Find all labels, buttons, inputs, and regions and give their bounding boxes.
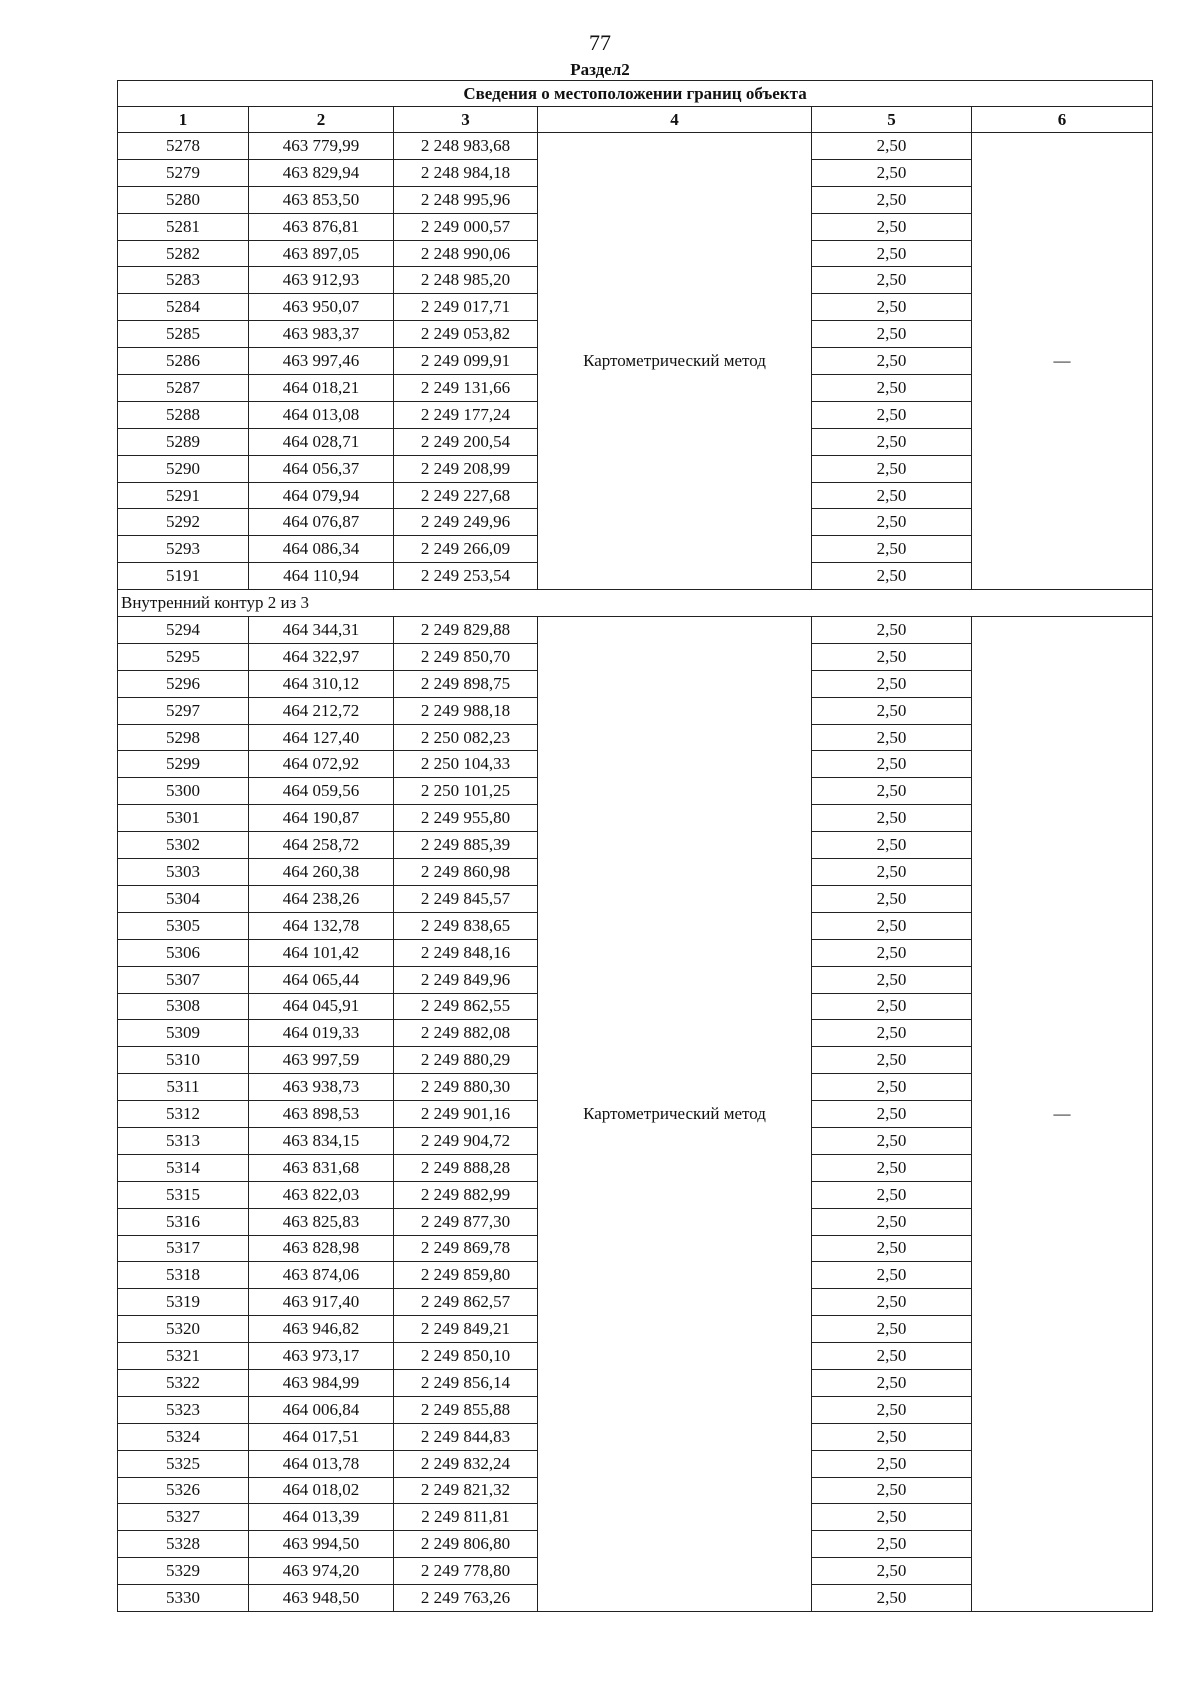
table-row: [118, 133, 1153, 160]
accuracy-cell: 2,50: [812, 1127, 972, 1154]
accuracy-cell: 2,50: [812, 1423, 972, 1450]
x-coordinate-cell: 464 258,72: [249, 832, 394, 859]
column-number: 2: [249, 107, 394, 133]
x-coordinate-cell: 463 938,73: [249, 1074, 394, 1101]
point-number-cell: 5327: [118, 1504, 249, 1531]
x-coordinate-cell: 464 212,72: [249, 697, 394, 724]
point-number-cell: 5297: [118, 697, 249, 724]
point-number-cell: 5324: [118, 1423, 249, 1450]
accuracy-cell: 2,50: [812, 1504, 972, 1531]
x-coordinate-cell: 464 013,39: [249, 1504, 394, 1531]
table-row: [118, 617, 1153, 644]
accuracy-cell: 2,50: [812, 1531, 972, 1558]
column-6-dash-cell: —: [972, 617, 1153, 1612]
x-coordinate-cell: 464 190,87: [249, 805, 394, 832]
x-coordinate-cell: 464 260,38: [249, 859, 394, 886]
y-coordinate-cell: 2 249 856,14: [394, 1369, 538, 1396]
x-coordinate-cell: 463 950,07: [249, 294, 394, 321]
x-coordinate-cell: 463 983,37: [249, 321, 394, 348]
accuracy-cell: 2,50: [812, 1316, 972, 1343]
x-coordinate-cell: 463 917,40: [249, 1289, 394, 1316]
x-coordinate-cell: 463 912,93: [249, 267, 394, 294]
y-coordinate-cell: 2 249 859,80: [394, 1262, 538, 1289]
point-number-cell: 5285: [118, 321, 249, 348]
accuracy-cell: 2,50: [812, 240, 972, 267]
x-coordinate-cell: 464 017,51: [249, 1423, 394, 1450]
accuracy-cell: 2,50: [812, 509, 972, 536]
x-coordinate-cell: 463 779,99: [249, 133, 394, 160]
y-coordinate-cell: 2 248 985,20: [394, 267, 538, 294]
y-coordinate-cell: 2 249 855,88: [394, 1396, 538, 1423]
point-number-cell: 5310: [118, 1047, 249, 1074]
x-coordinate-cell: 464 013,08: [249, 401, 394, 428]
x-coordinate-cell: 464 056,37: [249, 455, 394, 482]
x-coordinate-cell: 464 059,56: [249, 778, 394, 805]
x-coordinate-cell: 463 973,17: [249, 1343, 394, 1370]
y-coordinate-cell: 2 249 955,80: [394, 805, 538, 832]
accuracy-cell: 2,50: [812, 751, 972, 778]
y-coordinate-cell: 2 249 898,75: [394, 670, 538, 697]
x-coordinate-cell: 463 828,98: [249, 1235, 394, 1262]
point-number-cell: 5315: [118, 1181, 249, 1208]
point-number-cell: 5321: [118, 1343, 249, 1370]
x-coordinate-cell: 464 065,44: [249, 966, 394, 993]
accuracy-cell: 2,50: [812, 1154, 972, 1181]
table-caption-row: [118, 81, 1153, 107]
point-number-cell: 5298: [118, 724, 249, 751]
point-number-cell: 5281: [118, 213, 249, 240]
x-coordinate-cell: 464 086,34: [249, 536, 394, 563]
y-coordinate-cell: 2 248 983,68: [394, 133, 538, 160]
page-number: 77: [589, 30, 611, 55]
x-coordinate-cell: 464 110,94: [249, 563, 394, 590]
y-coordinate-cell: 2 249 227,68: [394, 482, 538, 509]
accuracy-cell: 2,50: [812, 536, 972, 563]
accuracy-cell: 2,50: [812, 321, 972, 348]
x-coordinate-cell: 464 079,94: [249, 482, 394, 509]
accuracy-cell: 2,50: [812, 724, 972, 751]
y-coordinate-cell: 2 249 882,99: [394, 1181, 538, 1208]
x-coordinate-cell: 463 898,53: [249, 1101, 394, 1128]
column-number: 1: [118, 107, 249, 133]
y-coordinate-cell: 2 250 082,23: [394, 724, 538, 751]
x-coordinate-cell: 463 997,46: [249, 348, 394, 375]
y-coordinate-cell: 2 249 845,57: [394, 885, 538, 912]
accuracy-cell: 2,50: [812, 885, 972, 912]
point-number-cell: 5318: [118, 1262, 249, 1289]
y-coordinate-cell: 2 250 101,25: [394, 778, 538, 805]
accuracy-cell: 2,50: [812, 805, 972, 832]
point-number-cell: 5293: [118, 536, 249, 563]
y-coordinate-cell: 2 249 880,29: [394, 1047, 538, 1074]
section-title: Раздел2: [570, 60, 630, 79]
point-number-cell: 5290: [118, 455, 249, 482]
x-coordinate-cell: 464 076,87: [249, 509, 394, 536]
column-number-row: [118, 107, 1153, 133]
point-number-cell: 5308: [118, 993, 249, 1020]
point-number-cell: 5284: [118, 294, 249, 321]
accuracy-cell: 2,50: [812, 993, 972, 1020]
y-coordinate-cell: 2 249 888,28: [394, 1154, 538, 1181]
accuracy-cell: 2,50: [812, 1477, 972, 1504]
x-coordinate-cell: 464 018,21: [249, 375, 394, 402]
accuracy-cell: 2,50: [812, 482, 972, 509]
accuracy-cell: 2,50: [812, 563, 972, 590]
point-number-cell: 5294: [118, 617, 249, 644]
y-coordinate-cell: 2 249 208,99: [394, 455, 538, 482]
contour-label: Внутренний контур 2 из 3: [118, 590, 1153, 617]
accuracy-cell: 2,50: [812, 1343, 972, 1370]
accuracy-cell: 2,50: [812, 966, 972, 993]
x-coordinate-cell: 463 897,05: [249, 240, 394, 267]
x-coordinate-cell: 463 834,15: [249, 1127, 394, 1154]
x-coordinate-cell: 463 822,03: [249, 1181, 394, 1208]
y-coordinate-cell: 2 249 880,30: [394, 1074, 538, 1101]
y-coordinate-cell: 2 249 850,70: [394, 643, 538, 670]
x-coordinate-cell: 464 322,97: [249, 643, 394, 670]
y-coordinate-cell: 2 249 821,32: [394, 1477, 538, 1504]
y-coordinate-cell: 2 249 860,98: [394, 859, 538, 886]
point-number-cell: 5301: [118, 805, 249, 832]
accuracy-cell: 2,50: [812, 778, 972, 805]
x-coordinate-cell: 463 825,83: [249, 1208, 394, 1235]
accuracy-cell: 2,50: [812, 455, 972, 482]
x-coordinate-cell: 463 829,94: [249, 159, 394, 186]
y-coordinate-cell: 2 249 885,39: [394, 832, 538, 859]
point-number-cell: 5311: [118, 1074, 249, 1101]
point-number-cell: 5191: [118, 563, 249, 590]
y-coordinate-cell: 2 249 869,78: [394, 1235, 538, 1262]
accuracy-cell: 2,50: [812, 1101, 972, 1128]
accuracy-cell: 2,50: [812, 428, 972, 455]
accuracy-cell: 2,50: [812, 939, 972, 966]
accuracy-cell: 2,50: [812, 859, 972, 886]
y-coordinate-cell: 2 249 249,96: [394, 509, 538, 536]
column-number: 5: [812, 107, 972, 133]
accuracy-cell: 2,50: [812, 1558, 972, 1585]
y-coordinate-cell: 2 249 877,30: [394, 1208, 538, 1235]
point-number-cell: 5305: [118, 912, 249, 939]
table-caption: Сведения о местоположении границ объекта: [118, 81, 1153, 107]
x-coordinate-cell: 464 127,40: [249, 724, 394, 751]
x-coordinate-cell: 463 853,50: [249, 186, 394, 213]
point-number-cell: 5299: [118, 751, 249, 778]
point-number-cell: 5300: [118, 778, 249, 805]
point-number-cell: 5279: [118, 159, 249, 186]
point-number-cell: 5316: [118, 1208, 249, 1235]
point-number-cell: 5302: [118, 832, 249, 859]
method-cell: Картометрический метод: [538, 617, 812, 1612]
y-coordinate-cell: 2 249 904,72: [394, 1127, 538, 1154]
point-number-cell: 5291: [118, 482, 249, 509]
point-number-cell: 5287: [118, 375, 249, 402]
y-coordinate-cell: 2 249 844,83: [394, 1423, 538, 1450]
accuracy-cell: 2,50: [812, 1450, 972, 1477]
y-coordinate-cell: 2 249 862,57: [394, 1289, 538, 1316]
x-coordinate-cell: 463 974,20: [249, 1558, 394, 1585]
x-coordinate-cell: 464 045,91: [249, 993, 394, 1020]
x-coordinate-cell: 463 997,59: [249, 1047, 394, 1074]
y-coordinate-cell: 2 249 849,21: [394, 1316, 538, 1343]
y-coordinate-cell: 2 249 131,66: [394, 375, 538, 402]
point-number-cell: 5304: [118, 885, 249, 912]
column-number: 3: [394, 107, 538, 133]
accuracy-cell: 2,50: [812, 348, 972, 375]
accuracy-cell: 2,50: [812, 912, 972, 939]
point-number-cell: 5307: [118, 966, 249, 993]
accuracy-cell: 2,50: [812, 617, 972, 644]
column-number: 4: [538, 107, 812, 133]
y-coordinate-cell: 2 249 832,24: [394, 1450, 538, 1477]
y-coordinate-cell: 2 249 053,82: [394, 321, 538, 348]
x-coordinate-cell: 463 948,50: [249, 1585, 394, 1612]
accuracy-cell: 2,50: [812, 1047, 972, 1074]
point-number-cell: 5303: [118, 859, 249, 886]
x-coordinate-cell: 464 101,42: [249, 939, 394, 966]
x-coordinate-cell: 464 013,78: [249, 1450, 394, 1477]
point-number-cell: 5314: [118, 1154, 249, 1181]
point-number-cell: 5313: [118, 1127, 249, 1154]
y-coordinate-cell: 2 249 849,96: [394, 966, 538, 993]
x-coordinate-cell: 464 344,31: [249, 617, 394, 644]
x-coordinate-cell: 464 132,78: [249, 912, 394, 939]
x-coordinate-cell: 463 831,68: [249, 1154, 394, 1181]
accuracy-cell: 2,50: [812, 1262, 972, 1289]
y-coordinate-cell: 2 249 200,54: [394, 428, 538, 455]
point-number-cell: 5286: [118, 348, 249, 375]
point-number-cell: 5328: [118, 1531, 249, 1558]
y-coordinate-cell: 2 249 811,81: [394, 1504, 538, 1531]
y-coordinate-cell: 2 249 099,91: [394, 348, 538, 375]
x-coordinate-cell: 464 310,12: [249, 670, 394, 697]
x-coordinate-cell: 464 018,02: [249, 1477, 394, 1504]
accuracy-cell: 2,50: [812, 159, 972, 186]
point-number-cell: 5282: [118, 240, 249, 267]
y-coordinate-cell: 2 249 253,54: [394, 563, 538, 590]
point-number-cell: 5292: [118, 509, 249, 536]
y-coordinate-cell: 2 249 850,10: [394, 1343, 538, 1370]
accuracy-cell: 2,50: [812, 186, 972, 213]
y-coordinate-cell: 2 248 990,06: [394, 240, 538, 267]
y-coordinate-cell: 2 249 000,57: [394, 213, 538, 240]
point-number-cell: 5280: [118, 186, 249, 213]
x-coordinate-cell: 464 006,84: [249, 1396, 394, 1423]
accuracy-cell: 2,50: [812, 1369, 972, 1396]
point-number-cell: 5309: [118, 1020, 249, 1047]
point-number-cell: 5326: [118, 1477, 249, 1504]
accuracy-cell: 2,50: [812, 1208, 972, 1235]
accuracy-cell: 2,50: [812, 832, 972, 859]
point-number-cell: 5329: [118, 1558, 249, 1585]
method-cell: Картометрический метод: [538, 133, 812, 590]
accuracy-cell: 2,50: [812, 1020, 972, 1047]
x-coordinate-cell: 464 028,71: [249, 428, 394, 455]
accuracy-cell: 2,50: [812, 267, 972, 294]
contour-label-row: [118, 590, 1153, 617]
accuracy-cell: 2,50: [812, 401, 972, 428]
y-coordinate-cell: 2 249 988,18: [394, 697, 538, 724]
y-coordinate-cell: 2 250 104,33: [394, 751, 538, 778]
x-coordinate-cell: 463 994,50: [249, 1531, 394, 1558]
point-number-cell: 5312: [118, 1101, 249, 1128]
point-number-cell: 5295: [118, 643, 249, 670]
x-coordinate-cell: 463 946,82: [249, 1316, 394, 1343]
x-coordinate-cell: 463 876,81: [249, 213, 394, 240]
accuracy-cell: 2,50: [812, 1181, 972, 1208]
point-number-cell: 5283: [118, 267, 249, 294]
y-coordinate-cell: 2 249 266,09: [394, 536, 538, 563]
y-coordinate-cell: 2 249 806,80: [394, 1531, 538, 1558]
x-coordinate-cell: 463 874,06: [249, 1262, 394, 1289]
y-coordinate-cell: 2 249 017,71: [394, 294, 538, 321]
point-number-cell: 5317: [118, 1235, 249, 1262]
point-number-cell: 5306: [118, 939, 249, 966]
accuracy-cell: 2,50: [812, 670, 972, 697]
accuracy-cell: 2,50: [812, 375, 972, 402]
accuracy-cell: 2,50: [812, 294, 972, 321]
y-coordinate-cell: 2 249 778,80: [394, 1558, 538, 1585]
point-number-cell: 5323: [118, 1396, 249, 1423]
point-number-cell: 5278: [118, 133, 249, 160]
y-coordinate-cell: 2 249 901,16: [394, 1101, 538, 1128]
accuracy-cell: 2,50: [812, 1235, 972, 1262]
y-coordinate-cell: 2 248 995,96: [394, 186, 538, 213]
x-coordinate-cell: 464 238,26: [249, 885, 394, 912]
x-coordinate-cell: 464 019,33: [249, 1020, 394, 1047]
y-coordinate-cell: 2 249 862,55: [394, 993, 538, 1020]
point-number-cell: 5322: [118, 1369, 249, 1396]
y-coordinate-cell: 2 249 848,16: [394, 939, 538, 966]
y-coordinate-cell: 2 249 177,24: [394, 401, 538, 428]
accuracy-cell: 2,50: [812, 1289, 972, 1316]
accuracy-cell: 2,50: [812, 643, 972, 670]
accuracy-cell: 2,50: [812, 133, 972, 160]
y-coordinate-cell: 2 249 838,65: [394, 912, 538, 939]
y-coordinate-cell: 2 249 763,26: [394, 1585, 538, 1612]
accuracy-cell: 2,50: [812, 697, 972, 724]
point-number-cell: 5288: [118, 401, 249, 428]
point-number-cell: 5330: [118, 1585, 249, 1612]
table-body: [118, 81, 1153, 1612]
accuracy-cell: 2,50: [812, 213, 972, 240]
x-coordinate-cell: 464 072,92: [249, 751, 394, 778]
y-coordinate-cell: 2 249 829,88: [394, 617, 538, 644]
boundary-coordinates-table: [117, 80, 1153, 1612]
column-6-dash-cell: —: [972, 133, 1153, 590]
accuracy-cell: 2,50: [812, 1585, 972, 1612]
point-number-cell: 5319: [118, 1289, 249, 1316]
column-number: 6: [972, 107, 1153, 133]
accuracy-cell: 2,50: [812, 1396, 972, 1423]
point-number-cell: 5325: [118, 1450, 249, 1477]
y-coordinate-cell: 2 248 984,18: [394, 159, 538, 186]
y-coordinate-cell: 2 249 882,08: [394, 1020, 538, 1047]
x-coordinate-cell: 463 984,99: [249, 1369, 394, 1396]
point-number-cell: 5296: [118, 670, 249, 697]
point-number-cell: 5289: [118, 428, 249, 455]
point-number-cell: 5320: [118, 1316, 249, 1343]
accuracy-cell: 2,50: [812, 1074, 972, 1101]
